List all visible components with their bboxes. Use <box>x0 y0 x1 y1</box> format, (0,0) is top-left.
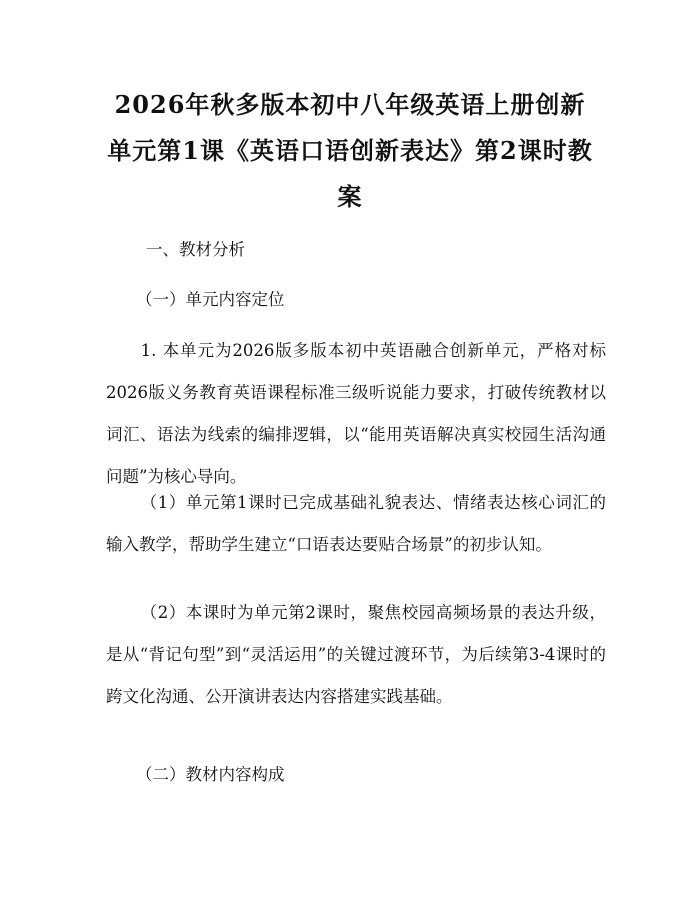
subsection-heading-composition: （二）教材内容构成 <box>136 765 285 784</box>
paragraph-unit-overview: 1. 本单元为2026版多版本初中英语融合创新单元，严格对标2026版义务教育英语课程标准三级听说能力要求，打破传统教材以词汇、语法为线索的编排逻辑，以“能用英语解决真实校园生活沟通问题”为核心导向。 <box>106 341 606 486</box>
document-title: 2026年秋多版本初中八年级英语上册创新单元第1课《英语口语创新表达》第2课时教案 <box>107 90 593 211</box>
paragraph-lesson-2-focus: （2）本课时为单元第2课时，聚焦校园高频场景的表达升级，是从“背记句型”到“灵活运用”的关键过渡环节，为后续第3-4课时的跨文化沟通、公开演讲表达内容搭建实践基础。 <box>106 603 606 706</box>
subsection-heading-positioning: （一）单元内容定位 <box>136 290 285 309</box>
section-heading: 一、教材分析 <box>146 240 245 259</box>
paragraph-lesson-1-summary: （1）单元第1课时已完成基础礼貌表达、情绪表达核心词汇的输入教学，帮助学生建立“口语表达要贴合场景”的初步认知。 <box>106 493 606 554</box>
